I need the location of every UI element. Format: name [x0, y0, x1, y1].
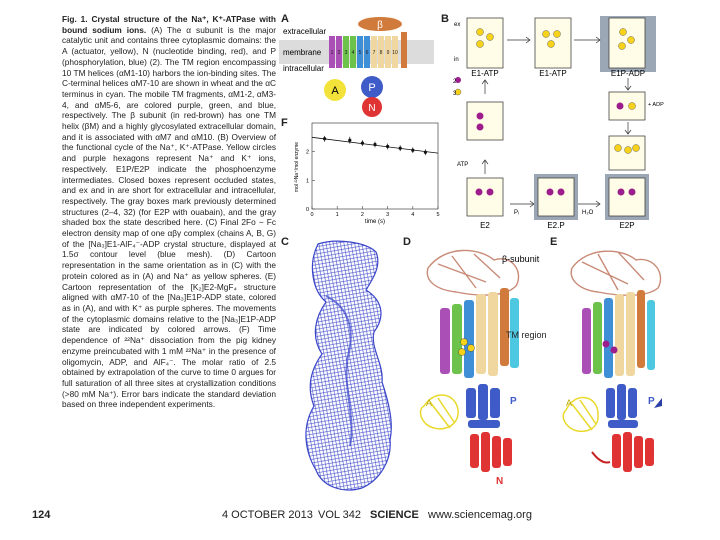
state-e1-atp-1: [467, 18, 503, 68]
data-point: [399, 147, 402, 150]
n-domain-arrow: [592, 452, 610, 463]
journal-name: SCIENCE: [370, 509, 419, 521]
panel-a-topology: [279, 14, 439, 118]
y-tick-label: 2: [305, 149, 309, 156]
phosphorylation-cartoon-e: [606, 384, 638, 428]
intracellular-label: intracellular: [283, 64, 324, 73]
ex-label: ex: [454, 22, 461, 28]
state-e2p-gray: [605, 174, 649, 220]
state-e2p-box: [534, 174, 578, 220]
x-tick-label: 5: [436, 212, 440, 218]
panel-b-cycle: [450, 14, 672, 230]
state-e1p-adp: [600, 16, 656, 72]
helix-number-10: 10: [392, 50, 398, 56]
chart-frame: [312, 123, 438, 209]
issue-date: 4 OCTOBER 2013: [222, 509, 313, 521]
helix-number-9: 9: [386, 50, 390, 56]
helix-number-1: 1: [330, 50, 334, 56]
plus-adp-label: + ADP: [648, 102, 664, 108]
helix-number-8: 8: [379, 50, 383, 56]
tm-region-label: TM region: [506, 330, 547, 340]
state-e2p-open: [609, 136, 645, 170]
data-point: [373, 143, 376, 146]
helix-number-7: 7: [372, 50, 376, 56]
domain-n-label-d: N: [496, 476, 504, 487]
state-e2: [467, 178, 503, 216]
domain-a-label: A: [331, 85, 339, 97]
x-tick-label: 1: [335, 212, 339, 218]
y-tick-label: 0: [305, 207, 309, 213]
page-number: 124: [32, 509, 51, 521]
helix-number-5: 5: [358, 50, 362, 56]
x-tick-label: 3: [386, 212, 390, 218]
helix-number-4: 4: [351, 50, 355, 56]
beta-subunit-cartoon-e: [571, 251, 660, 295]
caption-title: Crystal structure of the Na⁺, K⁺-ATPase with bound sodium ions.: [62, 14, 276, 35]
nucleotide-cartoon-e: [612, 432, 654, 472]
data-point: [361, 141, 364, 144]
caption-label: Fig. 1.: [62, 14, 88, 24]
density-mesh: [306, 241, 391, 490]
state-e1-atp-2: [535, 18, 571, 68]
domain-p-label: P: [368, 82, 376, 94]
caption-body: (A) The α subunit is the major catalytic unit and contains three cytoplasmic domains: the A (actuator, yellow), N (nucleotide binding, red), and P (phosphorylation, blue) (2). The TM region encompassing 10 TM helices (αM1-10) harbors the ion-binding sites. The C-terminal helices αM7-10 are shown in wheat and the αC terminus in cyan. The mobile TM fragments, αM1-2, αM3-4, and αM5-6, are colored purple, green, and blue, respectively. The β subunit (in red-brown) has one TM helix (βM) and a highly glycosylated extracellular domain, and it is associated with αM7 and αM10. (B) Overview of the functional cycle of the Na⁺, K⁺-ATPase. Yellow circles and purple hexagons represent Na⁺ and K⁺ ions, respectively. E1P/E2P indicate the phosphoenzyme intermediates. Closed boxes represent occluded states, and ex and in are short for extracellular and intracellular, respectively. The gray boxes mark previously determined structures (2–4, 32) (for E2P with ouabain), and the gray shaded box the state described here. (C) Final 2Fo − Fc electron density map of one αβγ complex (chains A, B, G) of the [Na₃]E1-AlF₄⁻-ADP crystal structure, displayed at 1.5σ contour level (blue mesh). (D) Cartoon representation in the same orientation as in (C) with the protein colored as in (A) and Na⁺ as yellow spheres. (E) Cartoon representation of the [K₂]E2-MgF₄ structure aligned with αM7-10 of the [Na₃]E1P-ADP state, colored as in (A), and with K⁺ as purple spheres. The movements of the cytoplasmic domains relative to the [Na₃]E1P-ADP state are indicated by colored arrows. (F) Time dependence of ²²Na⁺ dissociation from the pig kidney enzyme preincubated with 1 mM ²²Na⁺ in the presence of oligomycin, ADP, and AlF₄⁻. The molar ratio of 2.5 obtained by extrapolation of the curve to time 0 argues for full saturation of all three sites at crystallization conditions (>80 mM Na⁺). Error bars indicate the standard deviation based on three independent experiments.: [62, 24, 277, 410]
extracellular-label: extracellular: [283, 27, 327, 36]
nucleotide-cartoon: [470, 432, 512, 472]
journal-url: www.sciencemag.org: [428, 509, 532, 521]
x-axis-label: time (s): [365, 219, 385, 225]
y-tick-label: 1: [305, 178, 309, 185]
domain-p-label-d: P: [510, 396, 517, 407]
state-label-e2p: E2P: [619, 221, 635, 230]
panel-label-c: C: [281, 236, 289, 248]
domain-n-label: N: [368, 103, 376, 114]
na-ion-1: [461, 339, 468, 346]
state-e2p-k-1: [467, 102, 503, 140]
domain-a-label-e: A: [566, 398, 573, 408]
panel-label-d: D: [403, 236, 411, 248]
panel-d-structure: [416, 238, 548, 500]
panel-f-chart: [292, 117, 446, 225]
state-label-e2: E2: [480, 221, 490, 230]
k-ion-1: [603, 341, 610, 348]
pi-label: Pᵢ: [514, 210, 519, 216]
helix-number-2: 2: [337, 50, 341, 56]
na-ion-3: [459, 349, 466, 356]
data-point: [348, 139, 351, 142]
p-domain-arrow: [654, 398, 662, 408]
panel-label-b: B: [441, 13, 449, 25]
beta-subunit-label: β-subunit: [502, 254, 540, 264]
phosphorylation-cartoon: [466, 384, 500, 428]
panel-c-density-map: [296, 236, 400, 498]
k-ion-2: [611, 347, 618, 354]
panel-label-a: A: [281, 13, 289, 25]
na-ion-2: [468, 345, 475, 352]
in-label: in: [454, 57, 459, 63]
figure-caption: [62, 14, 276, 410]
helix-number-6: 6: [365, 50, 369, 56]
domain-p-label-e: P: [648, 396, 655, 407]
y-axis-label: mol ²²Na⁺/mol enzyme: [294, 141, 300, 193]
volume: VOL 342: [318, 509, 362, 521]
na-in-count: 3: [453, 91, 457, 97]
state-label-e1-atp-2: E1-ATP: [539, 69, 567, 78]
panel-label-e: E: [550, 236, 558, 248]
state-label-e1p-adp: E1P-ADP: [610, 69, 646, 78]
x-tick-label: 0: [310, 212, 314, 218]
beta-label: β: [377, 20, 383, 31]
state-label-e1-atp-1: E1-ATP: [471, 69, 499, 78]
h2o-label: H₂O: [582, 210, 594, 216]
data-point: [411, 149, 414, 152]
domain-a-label-d: A: [426, 398, 433, 408]
k-in-count: 2: [453, 79, 457, 85]
helix-number-3: 3: [344, 50, 348, 56]
panel-label-f: F: [281, 117, 288, 129]
panel-e-structure: [562, 238, 672, 500]
atp-label: ATP: [457, 162, 469, 168]
data-point: [386, 145, 389, 148]
x-tick-label: 4: [411, 212, 415, 218]
membrane-label: membrane: [283, 48, 322, 57]
data-point: [424, 151, 427, 154]
x-tick-label: 2: [360, 212, 364, 218]
state-label-e2-dot-p: E2.P: [547, 221, 565, 230]
tm-helices-cartoon-e: [582, 290, 655, 378]
data-point: [323, 137, 326, 140]
state-e1-open: [609, 92, 645, 120]
